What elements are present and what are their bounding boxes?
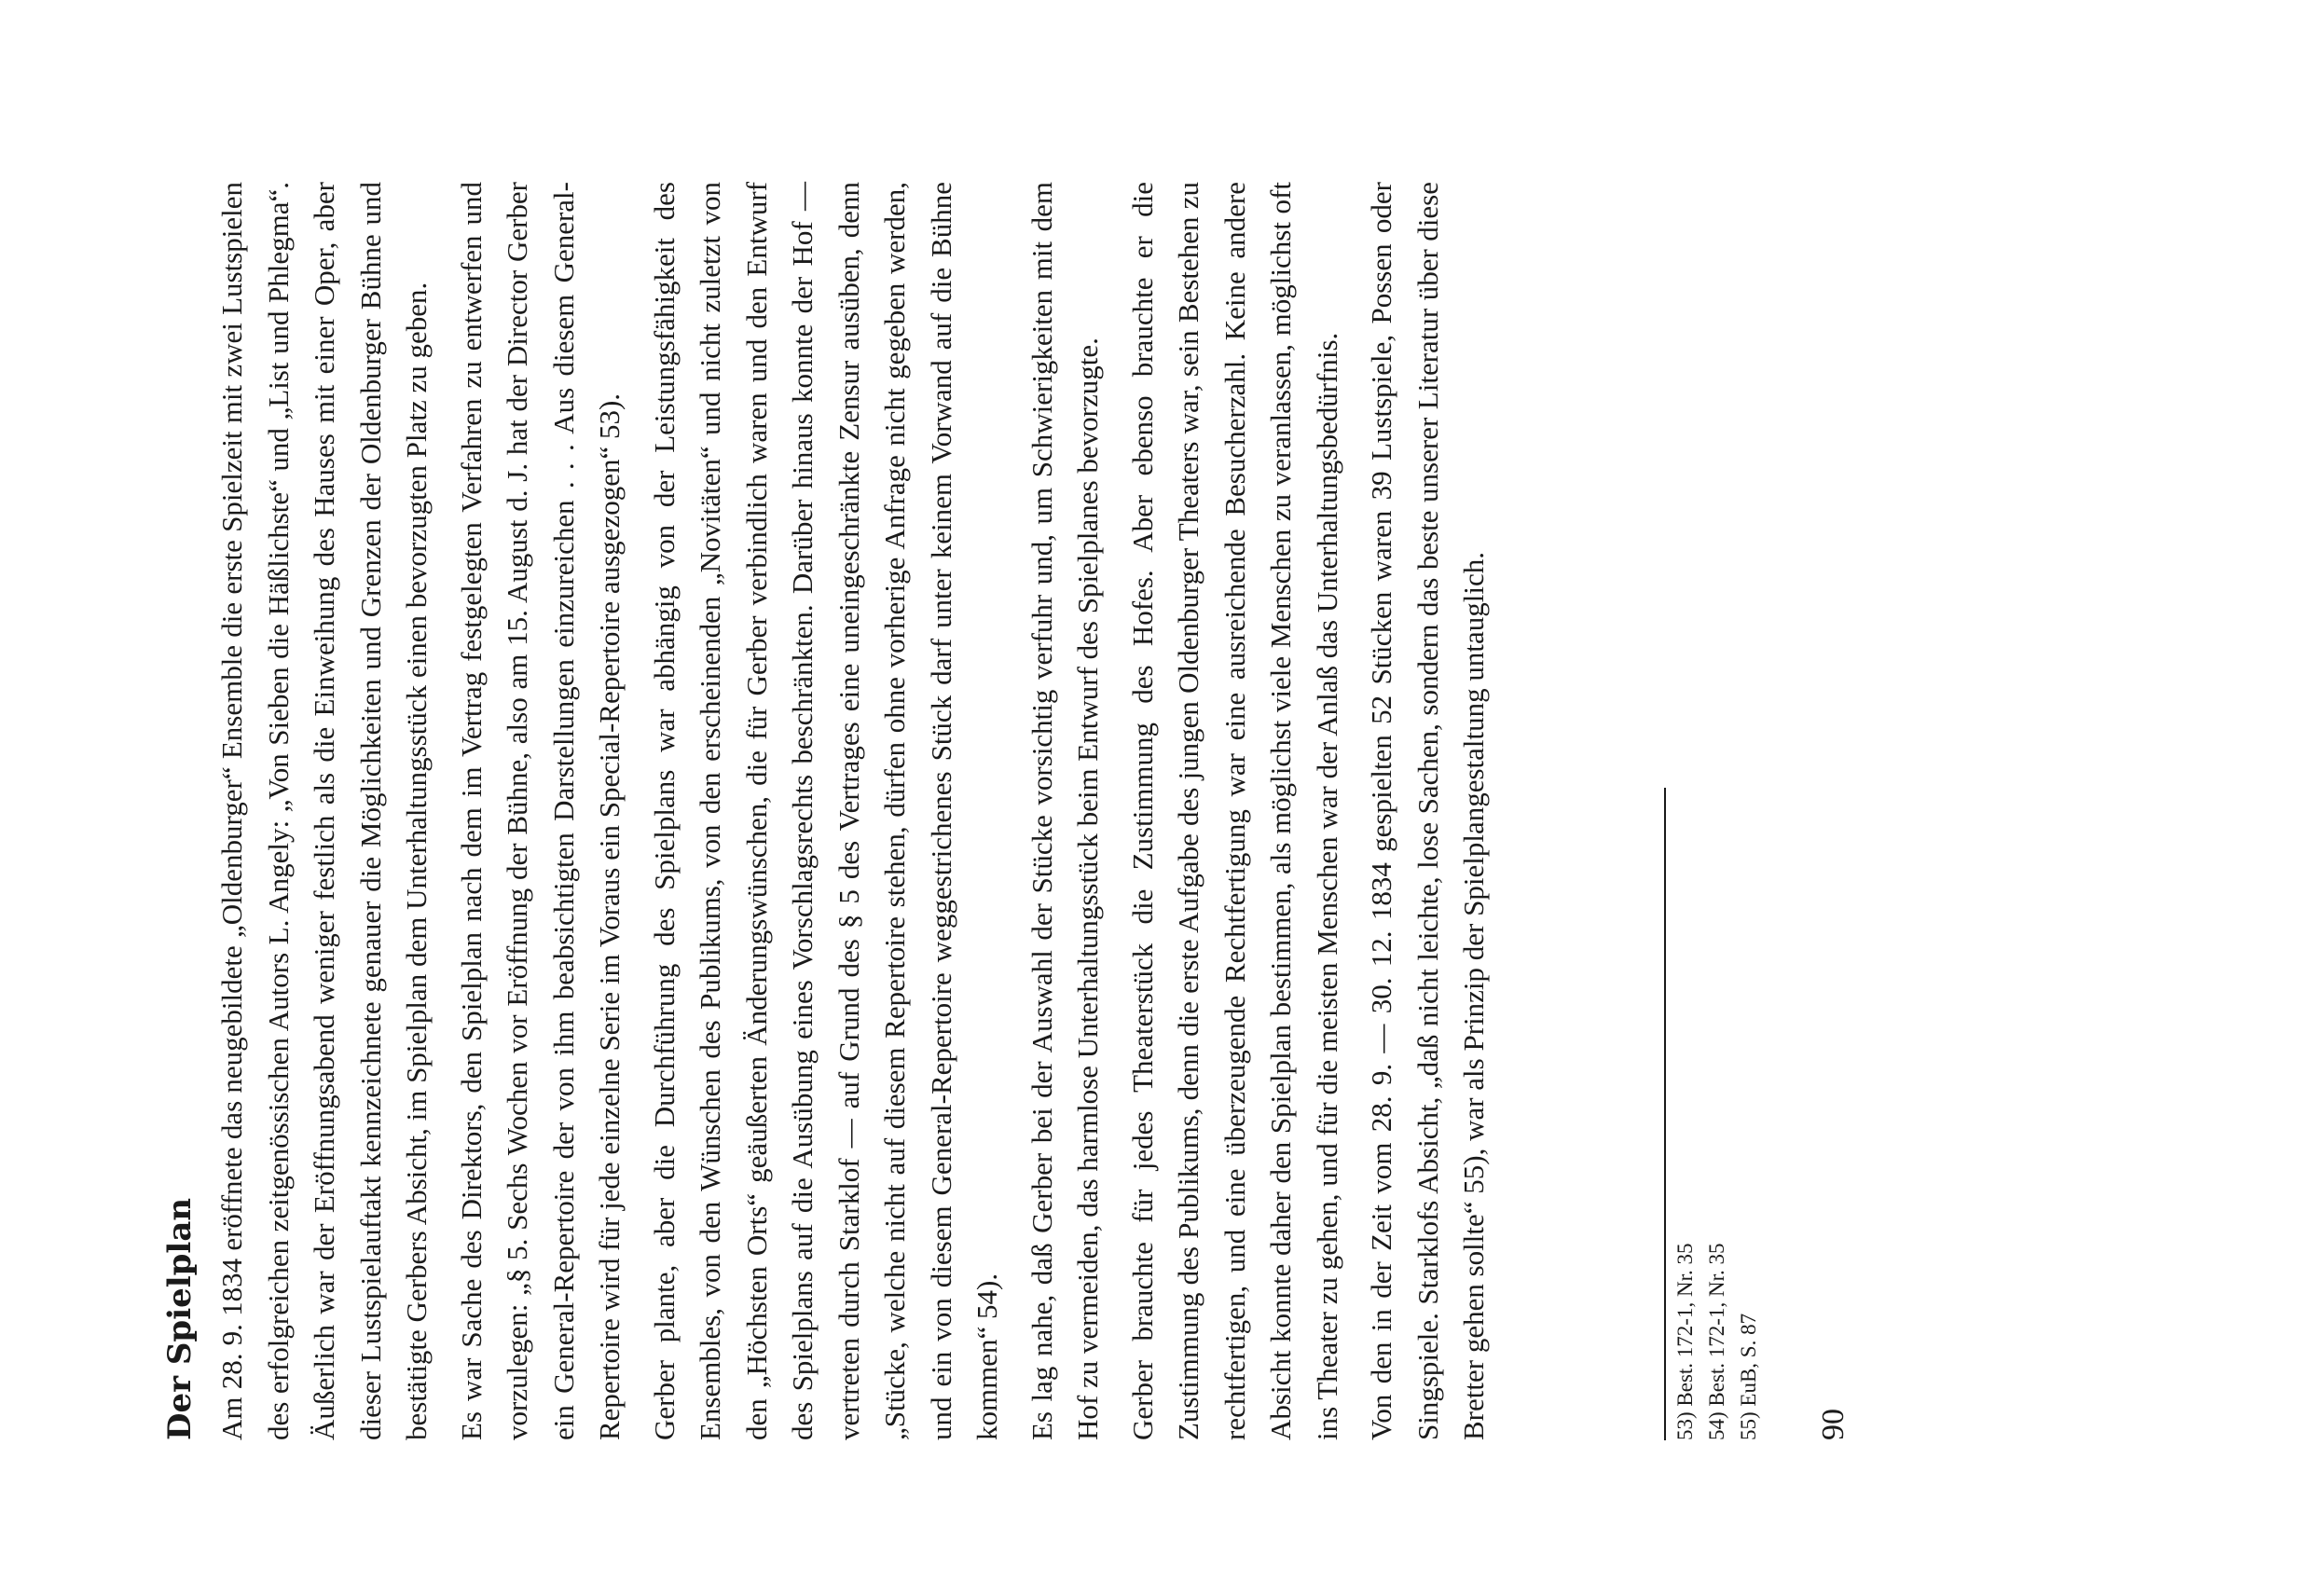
page-number: 90 [1816,1409,1851,1440]
footnote-53: 53) Best. 172-1, Nr. 35 [1673,1243,1697,1440]
paragraph-audience-approval: Gerber brauchte für jedes Theaterstück die Zustimmung des Hofes. Aber ebenso brauchte er die Zustimmung des Publikums, denn die erste Aufgabe des jungen Oldenburger Theaters war, sein Bestehen zu rechtfertigen, und eine überzeugende Rechtfertigung war eine ausreichende Besucherzahl. Keine andere Absicht konnte daher den Spielplan bestimmen, als möglichst viele Menschen zu veranlassen, möglichst oft ins Theater zu gehen, und für die meisten Menschen war der Anlaß das Unterhaltungsbedürfnis. [1125,182,1343,1440]
paragraph-season-statistics: Von den in der Zeit vom 28. 9. — 30. 12. 1834 gespielten 52 Stücken waren 39 Lustspiele, Possen oder Singspiele. Starklofs Absicht, „daß nicht leichte, lose Sachen, sondern das beste unserer Literatur über diese Bretter gehen sollte“ 55), war als Prinzip der Spielplangestaltung untauglich. [1365,182,1490,1440]
footnote-54: 54) Best. 172-1, Nr. 35 [1705,1243,1728,1440]
rotated-book-page [158,182,1902,1440]
section-title: Der Spielplan [161,1197,199,1440]
paragraph-planning-constraints: Gerber plante, aber die Durchführung des Spielplans war abhängig von der Leistungsfähigkeit des Ensembles, von den Wünschen des Publikums, von den erscheinenden „Novitäten“ und nicht zuletzt von den „Höchsten Orts“ geäußerten Änderungswünschen, die für Gerber verbindlich waren und den Entwurf des Spielplans auf die Ausübung eines Vorschlagsrechts beschränkten. Darüber hinaus konnte der Hof — vertreten durch Starklof — auf Grund des § 5 des Vertrages eine uneingeschränkte Zensur ausüben, denn „Stücke, welche nicht auf diesem Repertoire stehen, dürfen ohne vorherige Anfrage nicht gegeben werden, und ein von diesem General-Repertoire weggestrichenes Stück darf unter keinem Vorwand auf die Bühne kommen“ 54). [647,182,1003,1440]
footnotes [1664,788,1765,1440]
paragraph-opening-night: Am 28. 9. 1834 eröffnete das neugebildete „Oldenburger“ Ensemble die erste Spielzeit mit zwei Lustspielen des erfolgreichen zeitgenössischen Autors L. Angely: „Von Sieben die Häßlichste“ und „List und Phlegma“. Äußerlich war der Eröffnungsabend weniger festlich als die Einweihung des Hauses mit einer Oper, aber dieser Lustspielauftakt kennzeichnete genauer die Möglichkeiten und Grenzen der Oldenburger Bühne und bestätigte Gerbers Absicht, im Spielplan dem Unterhaltungsstück einen bevorzugten Platz zu geben. [215,182,433,1440]
footnote-55: 55) EuB, S. 87 [1737,1313,1760,1440]
paragraph-director-contract: Es war Sache des Direktors, den Spielplan nach dem im Vertrag festgelegten Verfahren zu entwerfen und vorzulegen: „§ 5. Sechs Wochen vor Eröffnung der Bühne, also am 15. August d. J. hat der Director Gerber ein General-Repertoire der von ihm beabsichtigten Darstellungen einzureichen . . . Aus diesem General-Repertoire wird für jede einzelne Serie im Voraus ein Special-Repertoire ausgezogen“ 53). [454,182,626,1440]
paragraph-cautious-selection: Es lag nahe, daß Gerber bei der Auswahl der Stücke vorsichtig verfuhr und, um Schwierigkeiten mit dem Hof zu vermeiden, das harmlose Unterhaltungsstück beim Entwurf des Spielplanes bevorzugte. [1025,182,1104,1440]
